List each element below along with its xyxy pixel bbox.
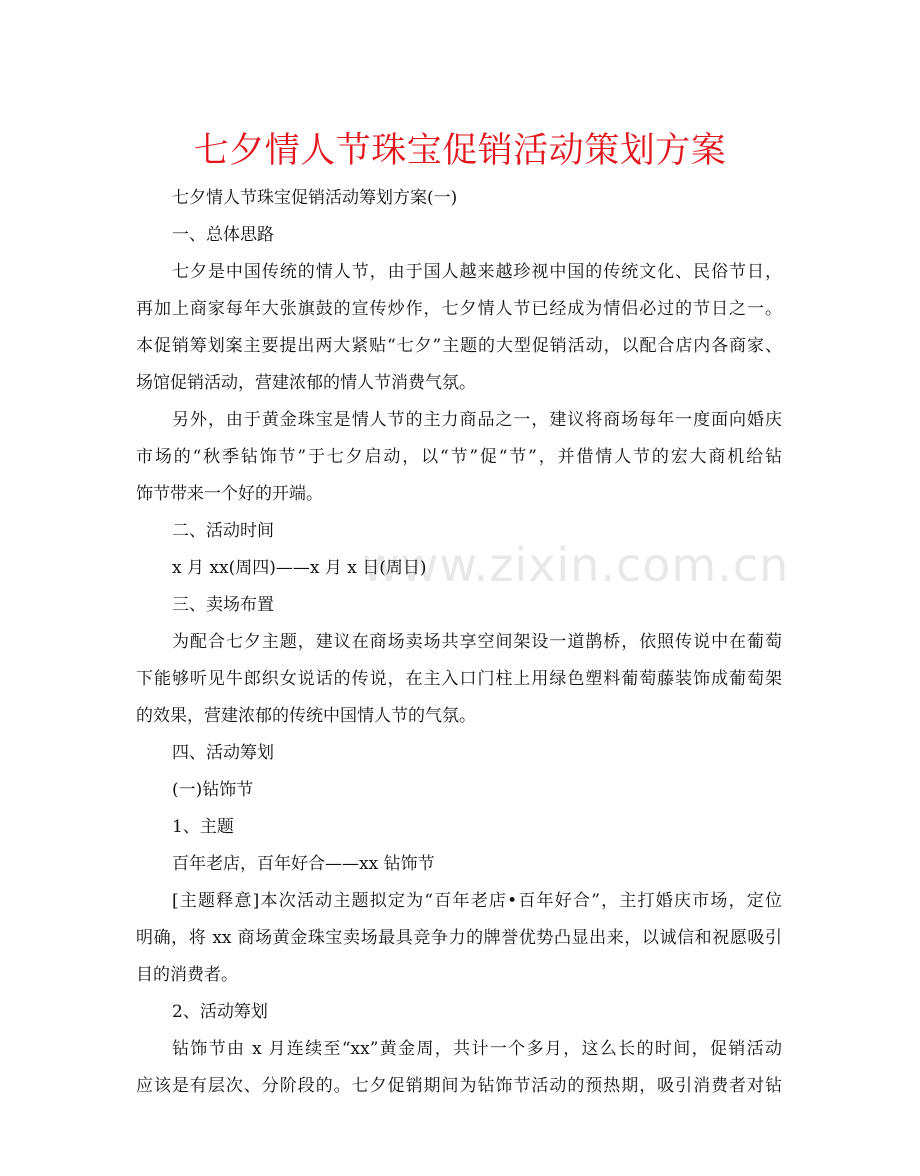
paragraph-line: 饰节带来一个好的开端。 [136,484,323,504]
paragraph-line: 的效果，营建浓郁的传统中国情人节的气氛。 [136,706,476,726]
paragraph-line: 另外，由于黄金珠宝是情人节的主力商品之一，建议将商场每年一度面向婚庆 [172,410,782,430]
watermark: www.zixin.com.cn [362,538,790,592]
paragraph-line: 钻饰节由 x 月连续至“xx”黄金周，共计一个多月，这么长的时间，促销活动 [172,1039,782,1059]
paragraph-line: 目的消费者。 [136,965,238,985]
document-title: 七夕情人节珠宝促销活动策划方案 [193,131,727,171]
paragraph-line: 应该是有层次、分阶段的。七夕促销期间为钻饰节活动的预热期，吸引消费者对钻 [136,1076,782,1096]
paragraph-line: x 月 xx(周四)——x 月 x 日(周日) [172,558,427,578]
paragraph-line: 明确，将 xx 商场黄金珠宝卖场最具竞争力的牌誉优势凸显出来，以诚信和祝愿吸引 [136,928,782,948]
paragraph-line: 百年老店，百年好合——xx 钻饰节 [172,854,435,874]
subsection-heading: (一)钻饰节 [172,780,254,800]
subtitle-line: 七夕情人节珠宝促销活动筹划方案(一) [172,188,458,208]
paragraph-line: 再加上商家每年大张旗鼓的宣传炒作，七夕情人节已经成为情侣必过的节日之一。 [136,299,782,319]
paragraph-line: 本促销筹划案主要提出两大紧贴“七夕”主题的大型促销活动，以配合店内各商家、 [136,336,782,356]
paragraph-line: 场馆促销活动，营建浓郁的情人节消费气氛。 [136,373,476,393]
subsection-heading: 2、活动筹划 [172,1002,268,1022]
section-heading: 二、活动时间 [172,521,274,541]
subsection-heading: 1、主题 [172,817,234,837]
paragraph-line: 下能够听见牛郎织女说话的传说，在主入口门柱上用绿色塑料葡萄藤装饰成葡萄架 [136,669,782,689]
paragraph-line: 七夕是中国传统的情人节，由于国人越来越珍视中国的传统文化、民俗节日， [172,262,782,282]
section-heading: 四、活动筹划 [172,743,274,763]
paragraph-line: [主题释意]本次活动主题拟定为“百年老店•百年好合”，主打婚庆市场，定位 [172,891,782,911]
section-heading: 一、总体思路 [172,225,274,245]
paragraph-line: 市场的“秋季钻饰节”于七夕启动，以“节”促“节”，并借情人节的宏大商机给钻 [136,447,782,467]
section-heading: 三、卖场布置 [172,595,274,615]
paragraph-line: 为配合七夕主题，建议在商场卖场共享空间架设一道鹊桥，依照传说中在葡萄 [172,632,782,652]
